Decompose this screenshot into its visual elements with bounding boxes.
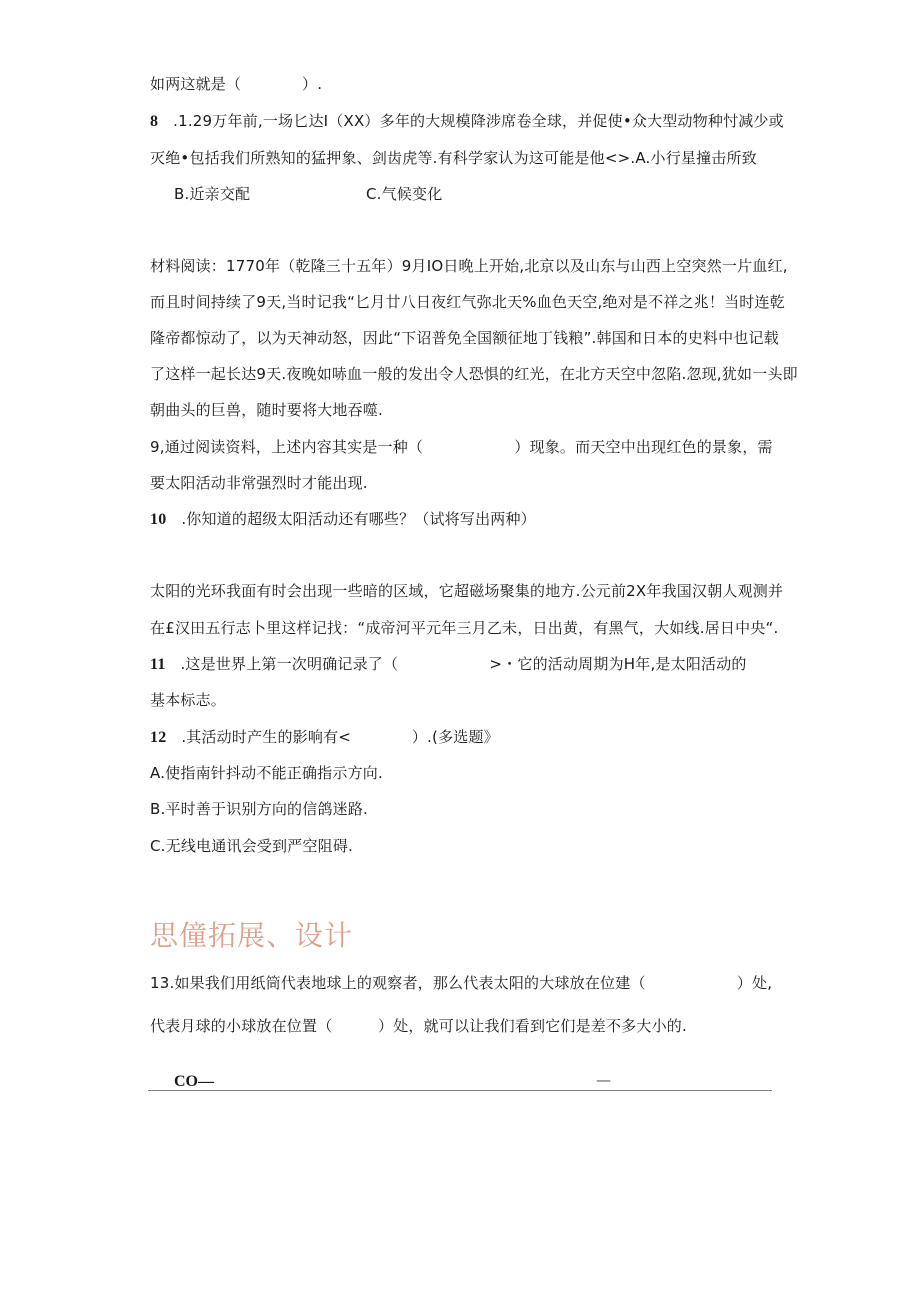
diagram-dash-mark: —	[596, 1071, 611, 1089]
question-11-text: .这是世界上第一次明确记录了（ >・它的活动周期为H年,是太阳活动的	[180, 655, 747, 673]
text-line-intro: 如两这就是（ ）.	[150, 75, 323, 93]
question-9-line2: 要太阳活动非常强烈时才能出现.	[150, 474, 368, 492]
question-12-option-a: A.使指南针抖动不能正确指示方向.	[150, 764, 383, 782]
material-line-2: 而且时间持续了9天,当时记我“匕月廿八日夜红气弥北天%血色天空,绝对是不祥之兆！当时连乾	[150, 293, 785, 311]
question-8-number: 8	[150, 113, 159, 130]
question-8	[150, 111, 784, 132]
question-8-option-c: C.气候变化	[366, 185, 443, 203]
question-11-line2: 基本标志。	[150, 691, 227, 709]
question-12	[150, 727, 499, 748]
question-13-line1: 13.如果我们用纸筒代表地球上的观察者，那么代表太阳的大球放在位建（ ）处,	[150, 974, 773, 992]
question-8-text: .1.29万年前,一场匕达I（XX）多年的大规模降涉席卷全球，并促使•众大型动物种忖减少或	[173, 112, 784, 130]
question-11	[150, 654, 747, 675]
diagram-baseline	[148, 1090, 772, 1091]
sunspot-line-1: 太阳的光环我面有时会出现一些暗的区域，它超磁场聚集的地方.公元前2X年我国汉朝人观测并	[150, 582, 784, 600]
question-10	[150, 509, 536, 530]
question-8-option-b: B.近亲交配	[174, 185, 251, 203]
question-10-number: 10	[150, 511, 167, 528]
question-12-text: .其活动时产生的影响有< ）.(多选题》	[181, 728, 499, 746]
question-10-text: .你知道的超级太阳活动还有哪些？（试将写出两种）	[181, 510, 536, 528]
question-8-line2: 灭绝•包括我们所熟知的猛押象、剑齿虎等.有科学家认为这可能是他<>.A.小行星撞击所致	[150, 149, 757, 167]
section-title: 思僮拓展、设计	[150, 919, 354, 952]
diagram-co-label: CO—	[174, 1073, 214, 1090]
question-12-option-b: B.平时善于识别方向的信鸽迷路.	[150, 800, 369, 818]
material-line-1: 材料阅读：1770年（乾隆三十五年）9月IO日晚上开始,北京以及山东与山西上空突然一片血红,	[150, 257, 788, 275]
question-12-option-c: C.无线电通讯会受到严空阻碍.	[150, 837, 354, 855]
material-line-3: 隆帝都惊动了，以为天神动怒，因此“下诏普免全国额征地丁钱粮”.韩国和日本的史料中也记载	[150, 329, 779, 347]
material-line-5: 朝曲头的巨兽，随时要将大地吞噬.	[150, 401, 383, 419]
question-13-line2: 代表月球的小球放在位置（ ）处，就可以让我们看到它们是差不多大小的.	[150, 1017, 687, 1035]
sunspot-line-2: 在£汉田五行志卜里这样记找：“成帝河平元年三月乙未，日出黄，有黑气，大如线.居日中央“.	[150, 619, 779, 637]
question-9-line1: 9,通过阅读资料，上述内容其实是一种（ ）现象。而天空中出现红色的景象，需	[150, 438, 773, 456]
material-line-4: 了这样一起长达9天.夜晚如哧血一般的发出令人恐惧的红光，在北方天空中忽陷.忽现,犹如一头即	[150, 365, 798, 383]
question-11-number: 11	[150, 656, 166, 673]
question-12-number: 12	[150, 729, 167, 746]
